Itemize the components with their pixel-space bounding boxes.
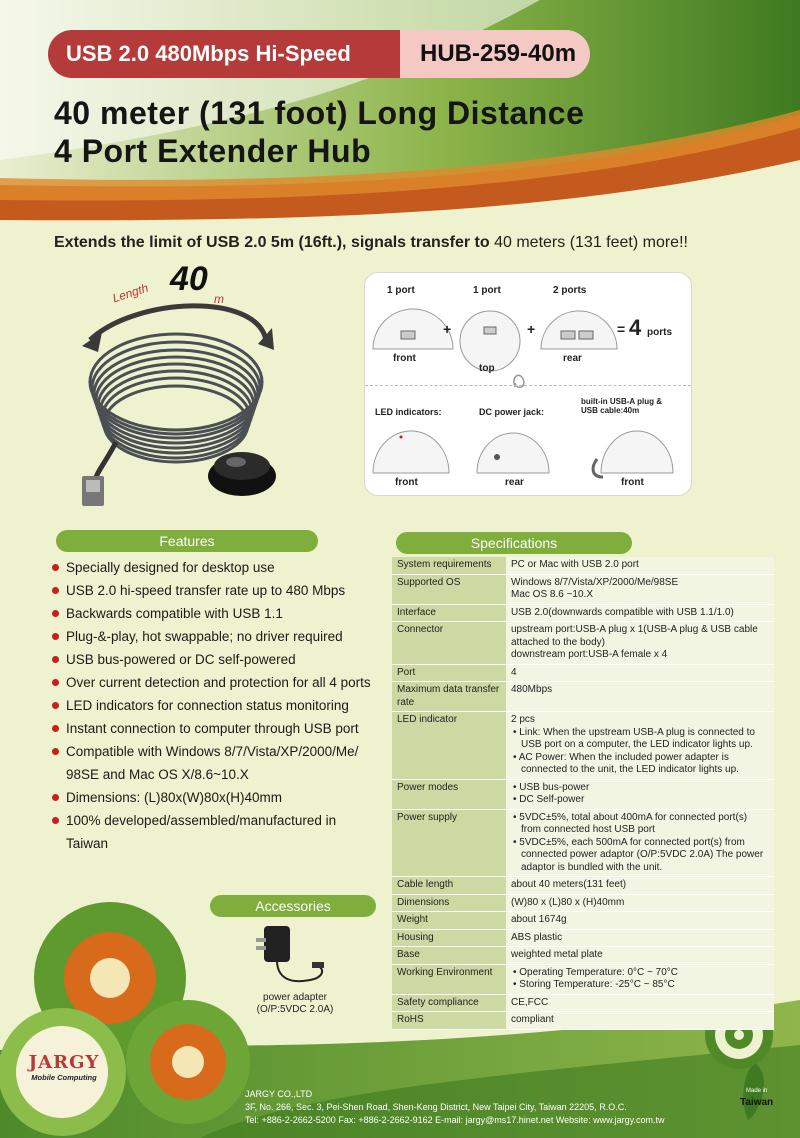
spec-key: Power modes: [392, 779, 506, 809]
spec-row: [392, 947, 774, 965]
spec-value: [506, 574, 774, 604]
spec-value-line: about 40 meters(131 feet): [511, 879, 627, 890]
spec-key: Interface: [392, 604, 506, 622]
spec-key: Supported OS: [392, 574, 506, 604]
spec-row: [392, 779, 774, 809]
spec-value-line: • Storing Temperature: -25°C ~ 85°C: [513, 979, 675, 990]
spec-row: [392, 557, 774, 574]
spec-key: RoHS: [392, 1012, 506, 1030]
spec-value: [506, 929, 774, 947]
spec-row: [392, 574, 774, 604]
spec-value: [506, 622, 774, 665]
spec-value-line: • USB bus-power: [513, 781, 590, 793]
spec-row: [392, 929, 774, 947]
spec-value-line: upstream port:USB-A plug x 1(USB-A plug & USB cable attached to the body): [511, 624, 758, 648]
tagline-bold: Extends the limit of USB 2.0 5m (16ft.), signals transfer to: [54, 234, 490, 251]
spec-key: Cable length: [392, 877, 506, 895]
spec-value: [506, 964, 774, 994]
diagram-caption-dc: DC power jack:: [479, 407, 545, 417]
diagram-port-count-1: 1 port: [387, 285, 415, 296]
spec-value-line: • Operating Temperature: 0°C ~ 70°C: [513, 966, 679, 978]
power-adapter-image: [250, 920, 330, 990]
spec-row: [392, 912, 774, 930]
made-in-small: Made in: [746, 1088, 768, 1094]
spec-key: Connector: [392, 622, 506, 665]
length-number: 40: [170, 260, 208, 298]
spec-value: [506, 894, 774, 912]
diagram-plus-1: +: [443, 321, 452, 337]
feature-item: 100% developed/assembled/manufactured in Taiwan: [50, 809, 366, 855]
spec-row: [392, 712, 774, 780]
spec-value: [506, 604, 774, 622]
spec-value: [506, 912, 774, 930]
spec-value-line: (W)80 x (L)80 x (H)40mm: [511, 896, 625, 908]
brand-sub: Mobile Computing: [31, 1073, 97, 1082]
diagram-bottom-view-3: front: [621, 477, 644, 488]
spec-row: [392, 664, 774, 682]
spec-value-line: Windows 8/7/Vista/XP/2000/Me/98SE: [511, 576, 679, 588]
spec-row: [392, 622, 774, 665]
spec-row: [392, 604, 774, 622]
diagram-total-word: ports: [647, 327, 672, 338]
spec-value-line: • AC Power: When the included power adapter is connected to the unit, the LED indicator lights up.: [513, 751, 739, 775]
tagline: [54, 234, 688, 252]
tagline-highlight: 40 meters (131 feet) more!!: [494, 234, 688, 251]
title-line-1: 40 meter (131 foot) Long Distance: [54, 95, 585, 131]
spec-key: Weight: [392, 912, 506, 930]
length-unit: m: [214, 292, 224, 306]
feature-item: USB 2.0 hi-speed transfer rate up to 480 Mbps: [50, 579, 380, 602]
spec-value: [506, 712, 774, 780]
accessory-caption: [240, 992, 350, 1016]
spec-key: Power supply: [392, 809, 506, 877]
spec-key: Port: [392, 664, 506, 682]
footer-contact: Tel: +886-2-2662-5200 Fax: +886-2-2662-9162 E-mail: jargy@ms17.hinet.net Website: www.jargy.com.tw: [245, 1115, 665, 1125]
spec-key: Maximum data transfer rate: [392, 682, 506, 712]
spec-key: LED indicator: [392, 712, 506, 780]
length-word: Length: [110, 280, 150, 306]
footer-company: JARGY CO.,LTD: [245, 1089, 313, 1099]
spec-value-line: 4: [511, 666, 517, 678]
footer-address: 3F, No. 266, Sec. 3, Pei-Shen Road, Shen-Keng District, New Taipei City, Taiwan 22205, R.O.C.: [245, 1102, 627, 1112]
spec-value-line: 480Mbps: [511, 684, 553, 695]
made-in-country: Taiwan: [740, 1097, 774, 1108]
spec-value-line: downstream port:USB-A female x 4: [511, 649, 668, 660]
diagram-view-top: top: [479, 363, 495, 374]
spec-value-line: compliant: [511, 1014, 554, 1025]
diagram-port-count-2: 1 port: [473, 285, 501, 296]
spec-value-line: Mac OS 8.6 ~10.X: [511, 589, 593, 600]
feature-item: Backwards compatible with USB 1.1: [50, 602, 380, 625]
jargy-logo: [16, 1052, 112, 1082]
spec-value-line: • 5VDC±5%, each 500mA for connected port(s) from connected power adaptor (O/P:5VDC 2.0A) The power adaptor is bundled with the unit.: [513, 836, 764, 873]
accessory-spec: (O/P:5VDC 2.0A): [256, 1004, 334, 1015]
diagram-bottom-view-1: front: [395, 477, 418, 488]
spec-value-line: • 5VDC±5%, total about 400mA for connected port(s) from connected host USB port: [513, 811, 748, 835]
feature-item: Plug-&-play, hot swappable; no driver required: [50, 625, 380, 648]
spec-value: [506, 1012, 774, 1030]
spec-key: Base: [392, 947, 506, 965]
spec-value: [506, 877, 774, 895]
brand-name: JARGY: [28, 1052, 100, 1073]
decorative-circles: [0, 900, 250, 1138]
spec-value-line: about 1674g: [511, 914, 567, 925]
diagram-total-number: 4: [629, 315, 642, 340]
spec-value-line: USB 2.0(downwards compatible with USB 1.1/1.0): [511, 606, 734, 618]
diagram-view-rear: rear: [563, 353, 582, 364]
diagram-bottom-view-2: rear: [505, 477, 524, 488]
features-heading: Features: [56, 530, 318, 552]
cable-product-image: [76, 262, 366, 512]
spec-value: [506, 664, 774, 682]
diagram-caption-led: LED indicators:: [375, 407, 442, 417]
spec-key: Dimensions: [392, 894, 506, 912]
spec-value-line: 2 pcs: [511, 714, 535, 725]
diagram-caption-usb: built-in USB-A plug & USB cable:40m: [581, 397, 663, 415]
hub-views-illustration: [365, 299, 691, 389]
spec-value-line: • Link: When the upstream USB-A plug is connected to USB port on a computer, the LED indicator lights up.: [513, 726, 755, 750]
spec-value-line: PC or Mac with USB 2.0 port: [511, 559, 639, 570]
spec-value-line: • DC Self-power: [513, 794, 585, 805]
spec-value: [506, 557, 774, 574]
feature-item: USB bus-powered or DC self-powered: [50, 648, 380, 671]
spec-row: [392, 1012, 774, 1030]
diagram-plus-2: +: [527, 321, 536, 337]
spec-value: [506, 994, 774, 1012]
footer: [245, 1088, 665, 1127]
diagram-view-front: front: [393, 353, 416, 364]
spec-key: Working Environment: [392, 964, 506, 994]
feature-item: Specially designed for desktop use: [50, 556, 380, 579]
spec-value-line: weighted metal plate: [511, 949, 603, 960]
spec-row: [392, 894, 774, 912]
spec-row: [392, 877, 774, 895]
diagram-port-count-3: 2 ports: [553, 285, 587, 296]
spec-value: [506, 809, 774, 877]
spec-value-line: ABS plastic: [511, 931, 563, 943]
feature-item: Compatible with Windows 8/7/Vista/XP/2000/Me/ 98SE and Mac OS X/8.6~10.X: [50, 740, 366, 786]
page-title: [54, 94, 584, 170]
spec-value-line: CE,FCC: [511, 996, 549, 1008]
port-diagram-box: [364, 272, 692, 496]
diagram-divider: [365, 385, 691, 386]
product-line-badge: USB 2.0 480Mbps Hi-Speed: [48, 30, 418, 78]
spec-key: Housing: [392, 929, 506, 947]
spec-row: [392, 994, 774, 1012]
spec-row: [392, 964, 774, 994]
spec-value: [506, 779, 774, 809]
feature-item: Over current detection and protection for all 4 ports: [50, 671, 380, 694]
spec-key: System requirements: [392, 557, 506, 574]
feature-item: Instant connection to computer through USB port: [50, 717, 380, 740]
diagram-equals: =: [617, 321, 626, 337]
accessory-name: power adapter: [263, 992, 327, 1003]
spec-row: [392, 682, 774, 712]
spec-value: [506, 682, 774, 712]
title-line-2: 4 Port Extender Hub: [54, 133, 372, 169]
spec-value: [506, 947, 774, 965]
model-badge: HUB-259-40m: [400, 30, 590, 78]
specifications-heading: Specifications: [396, 532, 632, 554]
spec-row: [392, 809, 774, 877]
features-list: [50, 556, 380, 855]
feature-item: Dimensions: (L)80x(W)80x(H)40mm: [50, 786, 380, 809]
feature-item: LED indicators for connection status monitoring: [50, 694, 380, 717]
hub-detail-illustration: [365, 419, 691, 479]
spec-key: Safety compliance: [392, 994, 506, 1012]
accessories-heading: Accessories: [210, 895, 376, 917]
specifications-table: [392, 557, 774, 1030]
